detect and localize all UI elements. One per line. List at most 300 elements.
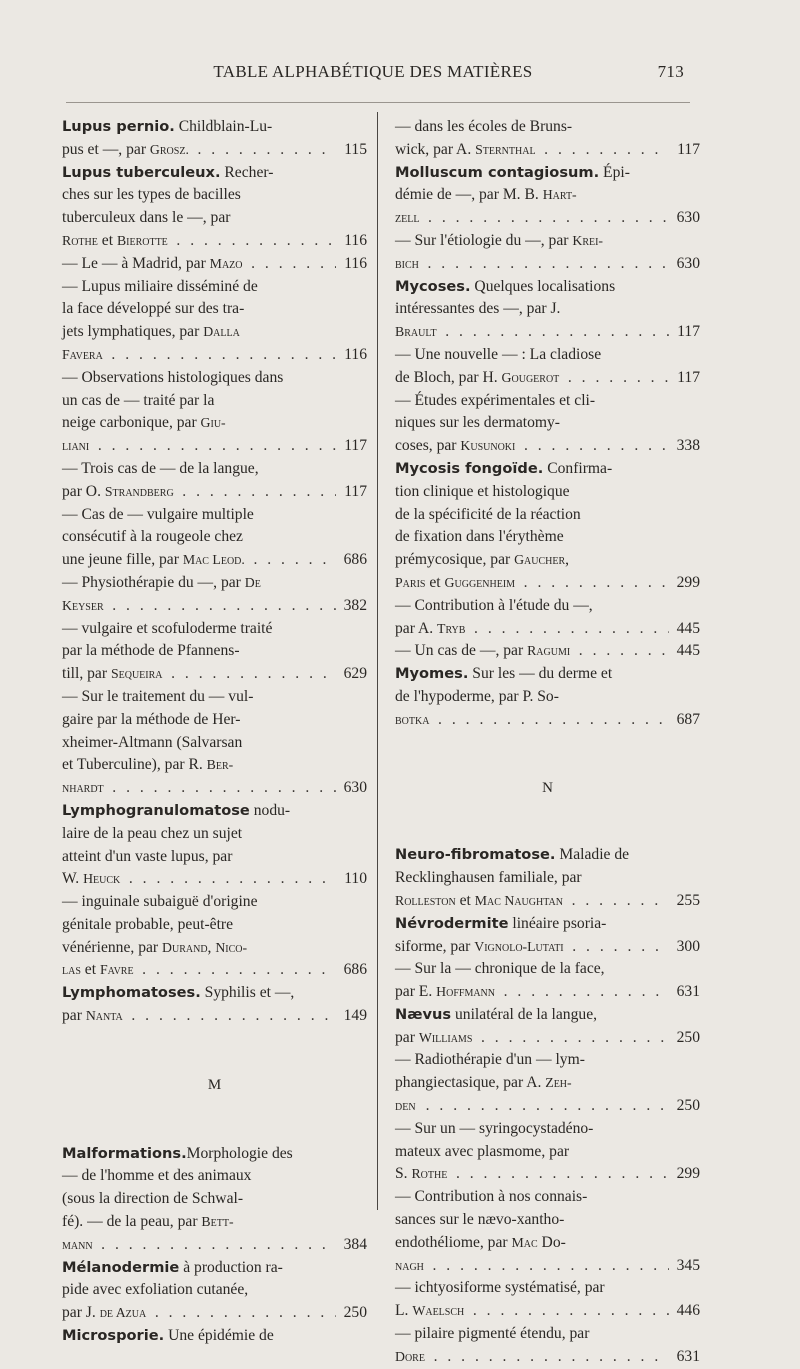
index-entry [395,458,700,595]
page-reference: 116 [344,231,367,249]
entry-line [62,1279,367,1302]
entry-line [395,1277,700,1300]
entry-line [62,458,367,481]
entry-line [395,1232,700,1255]
page-reference: 299 [676,1165,700,1183]
entry-line [62,1143,367,1166]
entry-text: fé). — de la peau, par [62,1213,202,1231]
entry-text: — Observations histologiques dans [62,368,284,386]
entry-text: — vulgaire et scofuloderme traité [62,619,273,637]
entry-line [62,412,367,435]
dot-leader [468,618,669,641]
entry-text: — Contribution à nos connais- [395,1188,588,1206]
entries-l [62,116,367,1028]
entry-text: Do- [537,1233,566,1251]
dot-leader [107,595,336,618]
entry-text: wick, par A. [395,140,476,158]
entry-line [62,504,367,527]
dot-leader [107,777,336,800]
entry-text: pide avec exfoliation cutanée, [62,1281,249,1299]
author-name: las [62,962,81,978]
entry-line [395,663,700,686]
index-entry [62,504,367,572]
entry-text: Une épidémie de [164,1327,274,1345]
dot-leader [177,481,336,504]
author-name: nhardt [62,780,104,796]
author-name: Williams [418,1029,473,1045]
entry-line [62,846,367,869]
page-reference: 384 [343,1235,367,1253]
entry-line [62,777,367,800]
author-name: zell [395,210,420,226]
entry-text: vénérienne, par [62,938,163,956]
index-entry [395,1004,700,1050]
entry-text: — Sur le traitement du — vul- [62,687,254,705]
author-name: liani [62,438,90,454]
entry-text: — Une nouvelle — : La cladiose [395,345,602,363]
dot-leader [171,230,336,253]
page-reference: 630 [676,254,700,272]
author-name: De [244,574,261,590]
dot-leader [440,321,669,344]
page-reference: 116 [344,254,367,272]
index-entry [395,1323,700,1369]
page-reference: 116 [344,345,367,363]
entry-text: — Physiothérapie du —, par [62,573,245,591]
index-entry [62,982,367,1028]
dot-leader [422,207,669,230]
dot-leader [428,1346,669,1369]
entry-line [395,390,700,413]
entry-text: Childblain-Lu- [174,118,273,135]
index-entry [395,1118,700,1186]
entry-line [395,640,700,663]
entry-text: par J. [62,1304,100,1322]
dot-leader [573,640,669,663]
entry-text: Quelques localisations [470,277,616,295]
dot-leader [518,435,669,458]
column-divider [377,112,378,1210]
entry-text: par A. [395,619,438,637]
entry-line [395,481,700,504]
author-name: Gougerot [501,369,560,385]
entry-line [395,958,700,981]
entry-headword: Molluscum contagiosum. [395,163,600,181]
dot-leader [562,367,669,390]
author-name: Durand [162,939,208,955]
dot-leader [246,253,337,276]
page-reference: 117 [344,437,367,455]
entry-text: consécutif à la rougeole chez [62,528,243,546]
entry-line [62,1257,367,1280]
entry-text: — Contribution à l'étude du —, [395,596,593,614]
entry-text: — dans les écoles de Bruns- [395,118,573,135]
page-reference: 300 [676,937,700,955]
dot-leader [96,1234,336,1257]
entry-headword: Lupus tuberculeux. [62,163,221,181]
entry-line [395,367,700,390]
entry-text: un cas de — traité par la [62,391,215,409]
entry-line [62,618,367,641]
index-entry [395,958,700,1004]
index-entry [395,1049,700,1117]
entry-line [395,1255,700,1278]
author-name: Bett- [201,1214,234,1230]
entry-text: — Trois cas de — de la langue, [62,459,259,477]
author-name: Ragumi [527,643,571,659]
page-reference: 631 [676,1347,700,1365]
author-name: Giu- [200,415,226,431]
entry-line [62,1165,367,1188]
entry-text: Morphologie des [186,1144,293,1162]
entry-line [395,1049,700,1072]
author-name: Gaucher [514,552,566,568]
page-reference: 149 [343,1007,367,1025]
author-name: Ber- [206,757,234,773]
entry-line [395,298,700,321]
entry-line [62,321,367,344]
entry-line [395,230,700,253]
header-rule [66,102,690,103]
entry-text: linéaire psoria- [508,914,607,932]
entry-text: nodu- [249,801,291,819]
author-name: Strandberg [104,483,174,499]
author-name: Rothe [62,232,98,248]
entry-text: par O. [62,482,105,500]
index-entry [395,844,700,912]
entries-m [62,1143,367,1348]
entry-line [395,1141,700,1164]
entry-line [395,1072,700,1095]
page-reference: 631 [676,983,700,1001]
page-reference: 338 [676,437,700,455]
entry-line [62,1325,367,1348]
page-reference: 250 [676,1097,700,1115]
entry-text: L. [395,1302,413,1320]
entry-line [395,572,700,595]
entry-text: atteint d'un vaste lupus, par [62,847,233,865]
entry-headword: Mélanodermie [62,1258,180,1276]
page-reference: 687 [676,710,700,728]
page-reference: 445 [676,619,700,637]
page-reference: 630 [343,779,367,797]
index-entry [395,344,700,390]
entry-text: coses, par [395,437,461,455]
author-name: Brault [395,324,437,340]
entry-text: — Radiothérapie d'un — lym- [395,1051,585,1069]
page-reference: 117 [677,368,700,386]
entry-line [395,139,700,162]
dot-leader [566,890,669,913]
page-reference: 250 [343,1304,367,1322]
dot-leader [137,959,336,982]
page-reference: 446 [676,1302,700,1320]
entry-text: de Bloch, par H. [395,368,502,386]
entry-text: jets lymphatiques, par [62,323,204,341]
index-entry [62,686,367,800]
right-column [395,116,700,1369]
entry-line [395,1163,700,1186]
entry-line [62,914,367,937]
entry-line [62,549,367,572]
entry-text: intéressantes des —, par J. [395,300,561,318]
entry-line [395,1027,700,1050]
entry-line [62,1234,367,1257]
page-reference: 110 [344,870,367,888]
entry-text: — Le — à Madrid, par [62,254,210,272]
entry-text: démie de —, par M. B. [395,186,543,204]
index-entry [62,162,367,253]
author-name: nagh [395,1257,424,1273]
entry-line [62,139,367,162]
entry-text: par E. [395,983,437,1001]
entry-headword: Malformations. [62,1144,187,1162]
index-entry [62,572,367,618]
author-name: Paris [395,574,426,590]
entry-line [395,1300,700,1323]
entry-line [62,686,367,709]
author-name: botka [395,711,430,727]
entry-text: — inguinale subaiguë d'origine [62,893,258,911]
author-name: Grosz. [149,141,189,157]
index-entry [62,276,367,367]
author-name: bich [395,255,419,271]
entry-line [62,823,367,846]
entry-headword: Névrodermite [395,914,509,932]
page-reference: 382 [343,596,367,614]
entry-text: gaire par la méthode de Her- [62,710,241,728]
author-name: Mazo [209,255,243,271]
page-reference: 686 [343,551,367,569]
index-entry [62,1143,367,1257]
entry-text: par la méthode de Pfannens- [62,642,240,660]
entry-line [62,367,367,390]
entry-line [395,844,700,867]
entry-line [62,390,367,413]
index-entry [395,390,700,458]
index-entry [395,663,700,731]
author-name: Hoffmann [436,984,496,1000]
entry-text: — de l'homme et des animaux [62,1167,252,1185]
index-entry [62,800,367,891]
index-entry [62,367,367,458]
entry-line [395,253,700,276]
dot-leader [126,1005,336,1028]
left-column [62,116,367,1348]
page-reference: 117 [344,482,367,500]
entry-line [62,982,367,1005]
entry-text: , [207,938,216,956]
author-name: Guggenheim [444,574,516,590]
entry-line [62,1188,367,1211]
entry-line [395,207,700,230]
entry-line [395,1323,700,1346]
entry-text: sances sur le nævo-xantho- [395,1211,565,1229]
entry-headword: Lymphogranulomatose [62,801,250,819]
entry-line [62,891,367,914]
section-letter-m: M [207,1076,222,1093]
page-reference: 629 [343,665,367,683]
entry-line [62,184,367,207]
dot-leader [422,253,669,276]
entry-line [395,981,700,1004]
entry-line [62,1005,367,1028]
dot-leader [475,1027,669,1050]
page-reference: 445 [676,642,700,660]
index-entry [62,891,367,982]
author-name: Mac [511,1234,538,1250]
entry-text: siforme, par [395,937,475,955]
entry-headword: Lupus pernio. [62,118,175,135]
author-name: Rothe [411,1166,448,1182]
entry-text: (sous la direction de Schwal- [62,1190,244,1208]
entry-line [62,276,367,299]
entry-text: de la spécificité de la réaction [395,505,581,523]
dot-leader [427,1255,669,1278]
entry-text: — Un cas de —, par [395,642,528,660]
entry-text: à production ra- [179,1258,283,1276]
page-number: 713 [657,62,684,81]
entry-line [395,1004,700,1027]
author-name: Vignolo-Lutati [474,938,564,954]
entry-headword: Mycoses. [395,277,471,295]
dot-leader [539,139,669,162]
page-reference: 115 [344,140,367,158]
index-entry [395,595,700,641]
author-name: Mac Naughtan [474,892,563,908]
author-name: Nanta [85,1008,123,1024]
dot-leader [450,1163,669,1186]
entry-text: — Sur un — syringocystadéno- [395,1119,594,1137]
entry-line [62,868,367,891]
index-entry [62,253,367,276]
entry-line [395,686,700,709]
entry-text: — Lupus miliaire disséminé de [62,277,258,295]
author-name: Sternthal [475,141,536,157]
entry-text: de fixation dans l'érythème [395,528,564,546]
entry-line [62,595,367,618]
entry-headword: Microsporie. [62,1327,165,1345]
author-name: Krei- [572,232,604,248]
entry-line [395,184,700,207]
entry-text: et [425,573,445,591]
author-name: Waelsch [412,1303,465,1319]
author-name: Favera [62,346,103,362]
entry-text: endothéliome, par [395,1233,512,1251]
entry-line [395,1118,700,1141]
entry-text: par [395,1028,419,1046]
page-reference: 117 [677,140,700,158]
entry-text: phangiectasique, par A. [395,1074,546,1092]
entry-text: génitale probable, peut-être [62,915,234,933]
author-name: Mac Leod. [182,552,245,568]
entry-line [395,1346,700,1369]
entry-line [395,458,700,481]
entry-line [62,207,367,230]
entry-line [395,1186,700,1209]
index-entry [62,1257,367,1325]
dot-leader [498,981,669,1004]
author-name: mann [62,1236,93,1252]
author-name: Nico- [215,939,248,955]
entry-text: unilatéral de la langue, [451,1005,598,1023]
entry-line [62,298,367,321]
dot-leader [123,868,336,891]
section-letter-n: N [542,779,553,796]
entry-line [395,321,700,344]
entry-headword: Myomes. [395,665,469,683]
entry-text: laire de la peau chez un sujet [62,824,243,842]
entry-line [395,709,700,732]
index-entry [62,618,367,686]
page-reference: 345 [676,1256,700,1274]
index-entry [395,913,700,959]
index-entry [395,640,700,663]
index-entry [395,1277,700,1323]
dot-leader [166,663,337,686]
entry-text: till, par [62,665,111,683]
entry-text: et [80,961,100,979]
dot-leader [248,549,336,572]
entry-line [395,549,700,572]
index-entry [395,1186,700,1277]
entry-text: pus et —, par [62,140,150,158]
dot-leader [420,1095,669,1118]
entry-line [62,959,367,982]
entry-text: par [62,1007,86,1025]
entry-line [62,640,367,663]
entry-text: une jeune fille, par [62,551,183,569]
entry-line [395,936,700,959]
author-name: Keyser [62,597,104,613]
page-reference: 117 [677,323,700,341]
entry-text: Recher- [220,163,274,181]
index-entry [395,162,700,230]
entry-line [62,526,367,549]
entry-line [395,913,700,936]
page-reference: 630 [676,209,700,227]
dot-leader [518,572,669,595]
entry-line [395,526,700,549]
entry-line [395,344,700,367]
entry-line [62,937,367,960]
index-entry [62,1325,367,1348]
entry-headword: Nævus [395,1005,452,1023]
entry-text: mateux avec plasmome, par [395,1142,570,1160]
author-name: Favre [99,962,134,978]
entry-headword: Neuro-fibromatose. [395,846,556,864]
running-title: TABLE ALPHABÉTIQUE DES MATIÈRES [213,62,533,81]
entry-line [62,162,367,185]
author-name: Sequeira [110,666,163,682]
entry-text: tuberculeux dans le —, par [62,209,231,227]
entry-line [62,230,367,253]
entry-line [395,890,700,913]
entry-line [395,595,700,618]
index-entry [395,230,700,276]
entry-headword: Mycosis fongoïde. [395,459,544,477]
page-reference: 299 [676,573,700,591]
entry-line [62,116,367,139]
entry-line [62,435,367,458]
entry-text: neige carbonique, par [62,414,201,432]
dot-leader [106,344,336,367]
author-name: Heuck [83,871,121,887]
entry-line [62,572,367,595]
entry-text: S. [395,1165,412,1183]
entry-line [62,253,367,276]
entry-line [62,1302,367,1325]
